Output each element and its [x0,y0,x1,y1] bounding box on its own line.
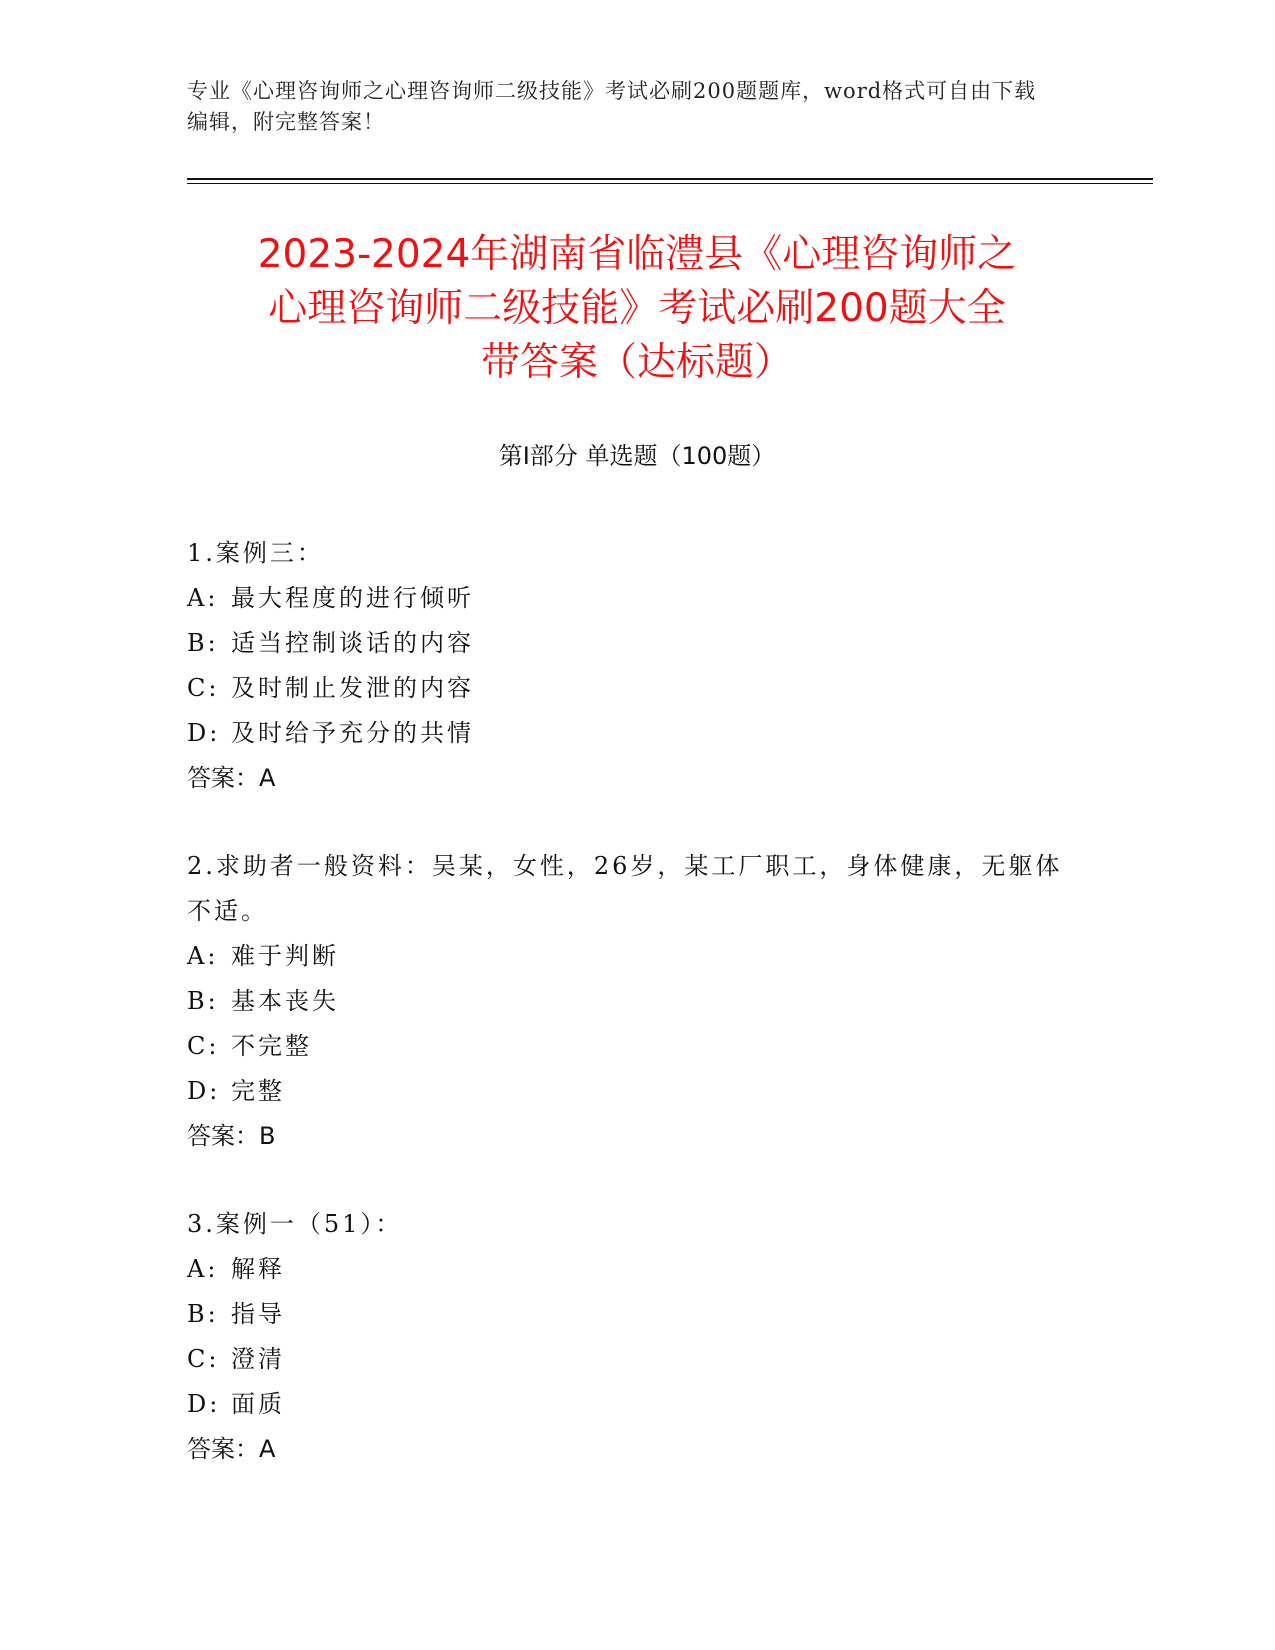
header-rule-thin [187,183,1153,184]
section-heading: 第Ⅰ部分 单选题（100题） [498,442,776,470]
option-key: B: [187,1300,219,1328]
option-key: A: [187,1255,219,1283]
option-a [187,576,1067,621]
option-b [187,979,1067,1024]
title-line-3: 带答案（达标题） [480,340,793,385]
option-text: 及时给予充分的共情 [231,719,474,747]
header-rule-thick [187,178,1153,180]
option-key: A: [187,942,219,970]
title-line-2: 心理咨询师二级技能》考试必刷200题大全 [268,286,1006,331]
option-c [187,1337,1067,1382]
option-text: 完整 [231,1077,285,1105]
option-text: 不完整 [231,1032,312,1060]
question-stem: 3.案例一（51）： [187,1210,403,1238]
option-text: 面质 [231,1390,285,1418]
answer-line: 答案：B [187,1122,276,1150]
option-text: 及时制止发泄的内容 [231,674,474,702]
option-text: 澄清 [231,1345,285,1373]
option-text: 难于判断 [231,942,339,970]
option-d [187,711,1067,756]
option-d [187,1382,1067,1427]
option-key: C: [187,674,220,702]
document-title [187,228,1087,390]
option-key: A: [187,584,219,612]
option-d [187,1069,1067,1114]
question-1 [187,531,1067,801]
option-text: 指导 [231,1300,285,1328]
question-stem: 2.求助者一般资料：吴某，女性，26岁，某工厂职工，身体健康，无躯体不适。 [187,852,1063,925]
option-a [187,934,1067,979]
question-2 [187,844,1067,1159]
answer-line: 答案：A [187,764,276,792]
option-b [187,621,1067,666]
option-text: 基本丧失 [231,987,339,1015]
question-stem: 1.案例三： [187,539,324,567]
option-key: C: [187,1032,220,1060]
option-c [187,666,1067,711]
option-b [187,1292,1067,1337]
option-key: D: [187,1077,221,1105]
option-key: D: [187,719,221,747]
option-a [187,1247,1067,1292]
option-key: D: [187,1390,221,1418]
question-list [187,531,1067,1515]
header-note: 专业《心理咨询师之心理咨询师二级技能》考试必刷200题题库，word格式可自由下载编辑，附完整答案！ [187,79,1037,134]
option-text: 适当控制谈话的内容 [231,629,474,657]
answer-line: 答案：A [187,1435,276,1463]
option-key: B: [187,987,219,1015]
option-key: B: [187,629,219,657]
title-line-1: 2023-2024年湖南省临澧县《心理咨询师之 [257,232,1017,277]
question-3 [187,1202,1067,1472]
option-text: 解释 [231,1255,285,1283]
option-c [187,1024,1067,1069]
option-text: 最大程度的进行倾听 [231,584,474,612]
option-key: C: [187,1345,220,1373]
